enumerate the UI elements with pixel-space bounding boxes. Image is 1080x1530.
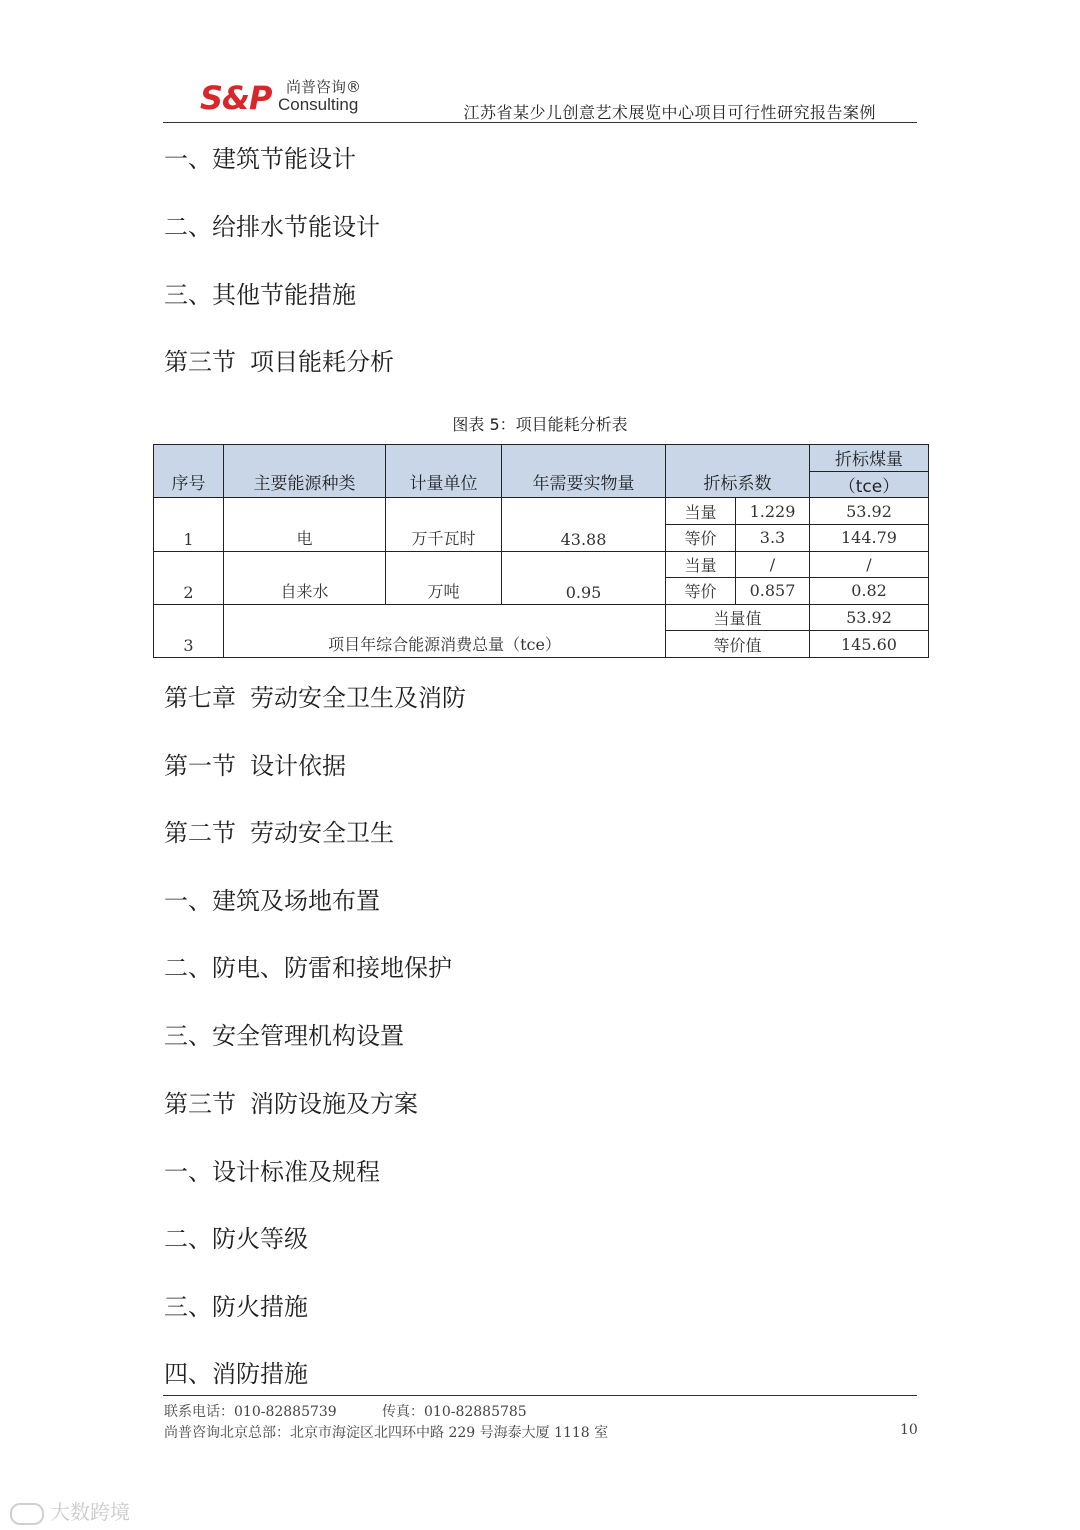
- heading-site-layout: 一、建筑及场地布置: [164, 887, 380, 915]
- watermark-icon: [10, 1503, 44, 1525]
- section-title: 项目能耗分析: [250, 348, 394, 376]
- heading-building-energy: 一、建筑节能设计: [164, 145, 356, 173]
- chapter-7-heading: [164, 683, 466, 713]
- table-row-total: [154, 604, 929, 631]
- cell-unit: 万吨: [386, 551, 502, 604]
- cell-coal: 53.92: [810, 604, 929, 631]
- watermark-text: 大数跨境: [50, 1500, 130, 1524]
- heading-lightning-protection: 二、防电、防雷和接地保护: [164, 954, 452, 982]
- cell-unit: 万千瓦时: [386, 498, 502, 551]
- watermark: [10, 1496, 130, 1525]
- heading-fire-rating: 二、防火等级: [164, 1225, 308, 1253]
- heading-design-standards: 一、设计标准及规程: [164, 1158, 380, 1186]
- chapter-number: 第七章: [164, 684, 236, 712]
- heading-firefighting-measures: 四、消防措施: [164, 1360, 308, 1388]
- logo-english-name: Consulting: [278, 95, 359, 114]
- section-number: 第二节: [164, 819, 236, 847]
- cell-total-label: 项目年综合能源消费总量（tce）: [224, 604, 666, 657]
- cell-coal: 53.92: [810, 498, 929, 525]
- cell-sub-label: 当量: [666, 551, 736, 578]
- cell-no: 2: [154, 551, 224, 604]
- section-energy-analysis: [164, 347, 394, 377]
- footer-address: 尚普咨询北京总部：北京市海淀区北四环中路 229 号海泰大厦 1118 室: [164, 1425, 609, 1441]
- page-number: 10: [900, 1422, 918, 1438]
- header-coal: 折标煤量: [810, 445, 929, 472]
- cell-energy-type: 电: [224, 498, 386, 551]
- logo-chinese-name: 尚普咨询®: [286, 78, 362, 96]
- cell-no: 3: [154, 604, 224, 657]
- energy-analysis-table: [153, 444, 928, 658]
- cell-energy-type: 自来水: [224, 551, 386, 604]
- footer-phone: 联系电话：010-82885739: [164, 1404, 337, 1420]
- cell-sub-label: 等价值: [666, 631, 810, 658]
- cell-sub-label: 等价: [666, 578, 736, 605]
- cell-sub-label: 等价: [666, 524, 736, 551]
- header-coal-unit: （tce）: [810, 471, 929, 498]
- header-unit: 计量单位: [386, 445, 502, 498]
- section-title: 劳动安全卫生: [250, 819, 394, 847]
- cell-quantity: 43.88: [502, 498, 666, 551]
- section-title: 设计依据: [250, 752, 346, 780]
- report-header-title: 江苏省某少儿创意艺术展览中心项目可行性研究报告案例: [463, 103, 876, 122]
- cell-coal: /: [810, 551, 929, 578]
- cell-coal: 145.60: [810, 631, 929, 658]
- cell-coal: 144.79: [810, 524, 929, 551]
- cell-coefficient: 1.229: [736, 498, 810, 525]
- header-coefficient: 折标系数: [666, 445, 810, 498]
- header-rule: [163, 122, 917, 123]
- cell-no: 1: [154, 498, 224, 551]
- cell-sub-label: 当量: [666, 498, 736, 525]
- section-labor-safety: [164, 818, 394, 848]
- section-number: 第三节: [164, 1090, 236, 1118]
- heading-fire-prevention: 三、防火措施: [164, 1293, 308, 1321]
- section-fire-protection: [164, 1089, 418, 1119]
- header-no: 序号: [154, 445, 224, 498]
- cell-coefficient: /: [736, 551, 810, 578]
- company-logo: [200, 78, 370, 118]
- header-energy-type: 主要能源种类: [224, 445, 386, 498]
- cell-coefficient: 3.3: [736, 524, 810, 551]
- header-quantity: 年需要实物量: [502, 445, 666, 498]
- table-row: [154, 551, 929, 578]
- cell-coefficient: 0.857: [736, 578, 810, 605]
- heading-other-measures: 三、其他节能措施: [164, 281, 356, 309]
- cell-quantity: 0.95: [502, 551, 666, 604]
- chapter-title: 劳动安全卫生及消防: [250, 684, 466, 712]
- heading-safety-management: 三、安全管理机构设置: [164, 1022, 404, 1050]
- section-number: 第一节: [164, 752, 236, 780]
- section-title: 消防设施及方案: [250, 1090, 418, 1118]
- footer-rule: [163, 1395, 917, 1396]
- table-row: [154, 498, 929, 525]
- section-design-basis: [164, 751, 346, 781]
- section-number: 第三节: [164, 348, 236, 376]
- table-caption: 图表 5：项目能耗分析表: [452, 415, 628, 434]
- heading-water-energy: 二、给排水节能设计: [164, 213, 380, 241]
- logo-mark: S&P: [200, 79, 272, 117]
- cell-sub-label: 当量值: [666, 604, 810, 631]
- cell-coal: 0.82: [810, 578, 929, 605]
- footer-fax: 传真：010-82885785: [382, 1404, 527, 1420]
